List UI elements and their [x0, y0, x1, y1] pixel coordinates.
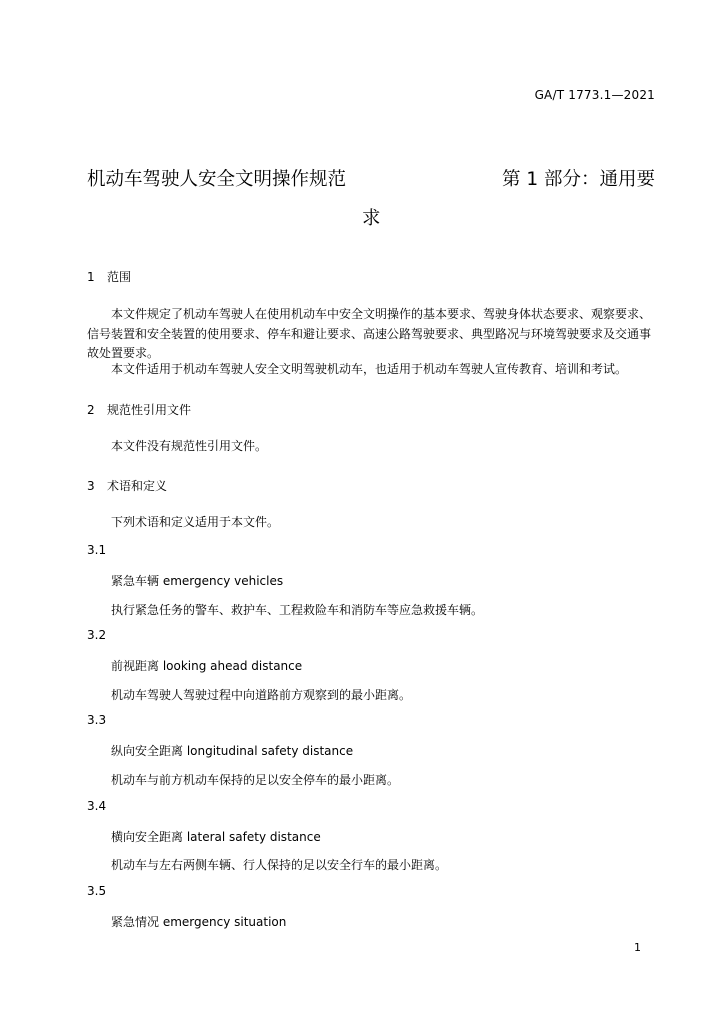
document-title: 机动车驾驶人安全文明操作规范 [87, 169, 347, 190]
term-number: 3.5 [87, 884, 107, 898]
section-number: 2 [87, 403, 95, 417]
term-number: 3.4 [87, 799, 107, 813]
section-number: 1 [87, 270, 95, 284]
term-definition: 机动车驾驶人驾驶过程中向道路前方观察到的最小距离。 [111, 688, 412, 702]
term-entry: 前视距离 looking ahead distance [111, 659, 303, 673]
section-heading [87, 477, 167, 494]
section-title: 规范性引用文件 [107, 403, 192, 417]
term-definition: 机动车与左右两侧车辆、行人保持的足以安全行车的最小距离。 [111, 858, 448, 872]
standard-number: GA/T 1773.1—2021 [534, 88, 655, 102]
paragraph: 本文件没有规范性引用文件。 [111, 439, 268, 453]
section-title: 范围 [107, 270, 132, 284]
document-part-title-continued: 求 [362, 208, 381, 229]
section-number: 3 [87, 479, 95, 493]
term-entry: 紧急车辆 emergency vehicles [111, 574, 284, 588]
page-number: 1 [634, 941, 641, 954]
term-entry: 纵向安全距离 longitudinal safety distance [111, 744, 354, 758]
section-heading [87, 268, 131, 285]
section-heading [87, 401, 191, 418]
paragraph: 本文件规定了机动车驾驶人在使用机动车中安全文明操作的基本要求、驾驶身体状态要求、观察要求、信号装置和安全装置的使用要求、停车和避让要求、高速公路驾驶要求、典型路况与环境驾驶要求及交通事故处置要求。 [87, 307, 652, 360]
term-entry: 紧急情况 emergency situation [111, 915, 287, 929]
term-number: 3.2 [87, 628, 107, 642]
term-number: 3.1 [87, 543, 107, 557]
term-definition: 执行紧急任务的警车、救护车、工程救险车和消防车等应急救援车辆。 [111, 603, 484, 617]
document-part-title: 第 1 部分：通用要 [501, 169, 655, 190]
paragraph: 本文件适用于机动车驾驶人安全文明驾驶机动车，也适用于机动车驾驶人宣传教育、培训和考试。 [111, 362, 628, 376]
paragraph: 下列术语和定义适用于本文件。 [111, 515, 280, 529]
term-number: 3.3 [87, 713, 107, 727]
term-entry: 横向安全距离 lateral safety distance [111, 830, 321, 844]
term-definition: 机动车与前方机动车保持的足以安全停车的最小距离。 [111, 773, 400, 787]
section-title: 术语和定义 [107, 479, 168, 493]
